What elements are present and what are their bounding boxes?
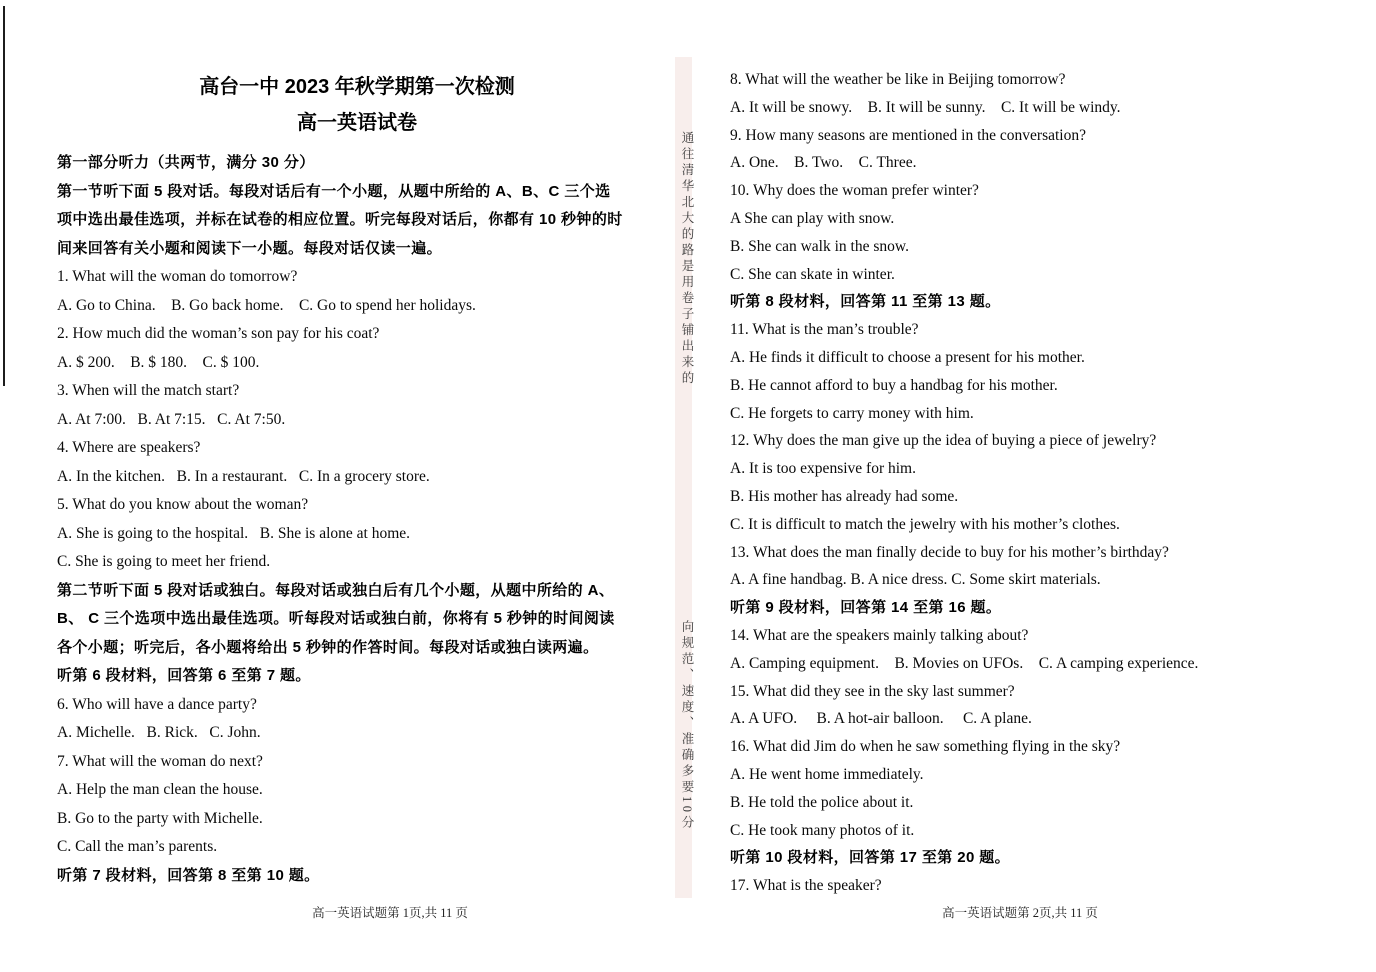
question-15-options: A. A UFO. B. A hot-air balloon. C. A plane. bbox=[730, 710, 1032, 728]
question-16-option-a: A. He went home immediately. bbox=[730, 765, 924, 783]
section-1-heading: 第一部分听力（共两节，满分 30 分） bbox=[57, 154, 315, 171]
question-1: 1. What will the woman do tomorrow? bbox=[57, 268, 298, 285]
page-2-column bbox=[730, 66, 1355, 900]
question-7-option-a: A. Help the man clean the house. bbox=[57, 781, 263, 798]
section-2-instructions: 第二节听下面 5 段对话或独白。每段对话或独白后有几个小题，从题中所给的 A、 bbox=[57, 581, 615, 599]
question-12-option-c: C. It is difficult to match the jewelry with his mother’s clothes. bbox=[730, 515, 1120, 533]
question-7-option-b: B. Go to the party with Michelle. bbox=[57, 809, 263, 827]
question-8-options: A. It will be snowy. B. It will be sunny. C. It will be windy. bbox=[730, 98, 1121, 116]
motivational-text-bottom: 向规范、速度、准确多要10分 bbox=[680, 620, 694, 832]
question-13: 13. What does the man finally decide to buy for his mother’s birthday? bbox=[730, 543, 1169, 561]
question-1-options: A. Go to China. B. Go back home. C. Go to spend her holidays. bbox=[57, 296, 476, 314]
question-11-option-a: A. He finds it difficult to choose a present for his mother. bbox=[730, 348, 1085, 366]
question-10-option-c: C. She can skate in winter. bbox=[730, 265, 895, 283]
question-4-options: A. In the kitchen. B. In a restaurant. C. In a grocery store. bbox=[57, 467, 430, 485]
material-9-heading: 听第 9 段材料，回答第 14 至第 16 题。 bbox=[730, 599, 1002, 617]
scan-edge-line bbox=[3, 6, 5, 386]
question-16-option-c: C. He took many photos of it. bbox=[730, 821, 915, 839]
question-11: 11. What is the man’s trouble? bbox=[730, 321, 919, 339]
question-12: 12. Why does the man give up the idea of buying a piece of jewelry? bbox=[730, 432, 1157, 450]
question-12-option-a: A. It is too expensive for him. bbox=[730, 460, 916, 478]
question-5-options-ab: A. She is going to the hospital. B. She is alone at home. bbox=[57, 524, 411, 542]
page-1-column bbox=[57, 72, 657, 890]
section-1-instructions: 间来回答有关小题和阅读下一小题。每段对话仅读一遍。 bbox=[57, 239, 443, 257]
section-2-instructions: B、 C 三个选项中选出最佳选项。听每段对话或独白前，你将有 5 秒钟的时间阅读 bbox=[57, 610, 615, 627]
question-2-options: A. $ 200. B. $ 180. C. $ 100. bbox=[57, 353, 260, 371]
question-6-options: A. Michelle. B. Rick. C. John. bbox=[57, 724, 261, 741]
question-14: 14. What are the speakers mainly talking about? bbox=[730, 626, 1029, 644]
question-10: 10. Why does the woman prefer winter? bbox=[730, 182, 979, 200]
page-1-body bbox=[57, 149, 657, 890]
section-2-instructions: 各个小题；听完后，各小题将给出 5 秒钟的作答时间。每段对话或独白读两遍。 bbox=[57, 638, 599, 656]
material-7-heading: 听第 7 段材料，回答第 8 至第 10 题。 bbox=[57, 866, 320, 884]
motivational-text-top: 通往清华北大的路是用卷子铺出来的 bbox=[680, 131, 694, 387]
question-5: 5. What do you know about the woman? bbox=[57, 496, 309, 513]
question-11-option-c: C. He forgets to carry money with him. bbox=[730, 404, 974, 422]
material-10-heading: 听第 10 段材料，回答第 17 至第 20 题。 bbox=[730, 849, 1011, 867]
question-17: 17. What is the speaker? bbox=[730, 877, 882, 895]
exam-title: 高台一中 2023 年秋学期第一次检测 bbox=[199, 76, 515, 98]
question-10-option-a: A She can play with snow. bbox=[730, 209, 895, 227]
page-2-body bbox=[730, 66, 1355, 900]
question-4: 4. Where are speakers? bbox=[57, 439, 201, 456]
question-3: 3. When will the match start? bbox=[57, 382, 240, 399]
question-5-option-c: C. She is going to meet her friend. bbox=[57, 553, 271, 570]
question-9: 9. How many seasons are mentioned in the conversation? bbox=[730, 126, 1086, 144]
question-8: 8. What will the weather be like in Beijing tomorrow? bbox=[730, 71, 1066, 88]
material-8-heading: 听第 8 段材料，回答第 11 至第 13 题。 bbox=[730, 293, 1001, 311]
question-3-options: A. At 7:00. B. At 7:15. C. At 7:50. bbox=[57, 410, 286, 428]
page-1-footer: 高一英语试题第 1页,共 11 页 bbox=[312, 906, 468, 920]
question-2: 2. How much did the woman’s son pay for his coat? bbox=[57, 325, 380, 342]
section-1-instructions: 项中选出最佳选项，并标在试卷的相应位置。听完每段对话后，你都有 10 秒钟的时 bbox=[57, 211, 623, 228]
page-2-footer: 高一英语试题第 2页,共 11 页 bbox=[942, 906, 1098, 920]
question-6: 6. Who will have a dance party? bbox=[57, 695, 257, 713]
question-7: 7. What will the woman do next? bbox=[57, 752, 263, 770]
material-6-heading: 听第 6 段材料，回答第 6 至第 7 题。 bbox=[57, 667, 311, 684]
question-13-options: A. A fine handbag. B. A nice dress. C. Some skirt materials. bbox=[730, 571, 1101, 589]
exam-subtitle: 高一英语试卷 bbox=[297, 112, 417, 134]
question-16-option-b: B. He told the police about it. bbox=[730, 793, 914, 811]
question-15: 15. What did they see in the sky last summer? bbox=[730, 682, 1015, 700]
question-14-options: A. Camping equipment. B. Movies on UFOs. C. A camping experience. bbox=[730, 654, 1199, 672]
question-12-option-b: B. His mother has already had some. bbox=[730, 487, 959, 505]
question-11-option-b: B. He cannot afford to buy a handbag for his mother. bbox=[730, 376, 1058, 394]
question-7-option-c: C. Call the man’s parents. bbox=[57, 838, 218, 855]
section-1-instructions: 第一节听下面 5 段对话。每段对话后有一个小题，从题中所给的 A、B、C 三个选 bbox=[57, 182, 611, 200]
question-9-options: A. One. B. Two. C. Three. bbox=[730, 154, 917, 172]
question-10-option-b: B. She can walk in the snow. bbox=[730, 237, 909, 255]
question-16: 16. What did Jim do when he saw something flying in the sky? bbox=[730, 738, 1121, 756]
